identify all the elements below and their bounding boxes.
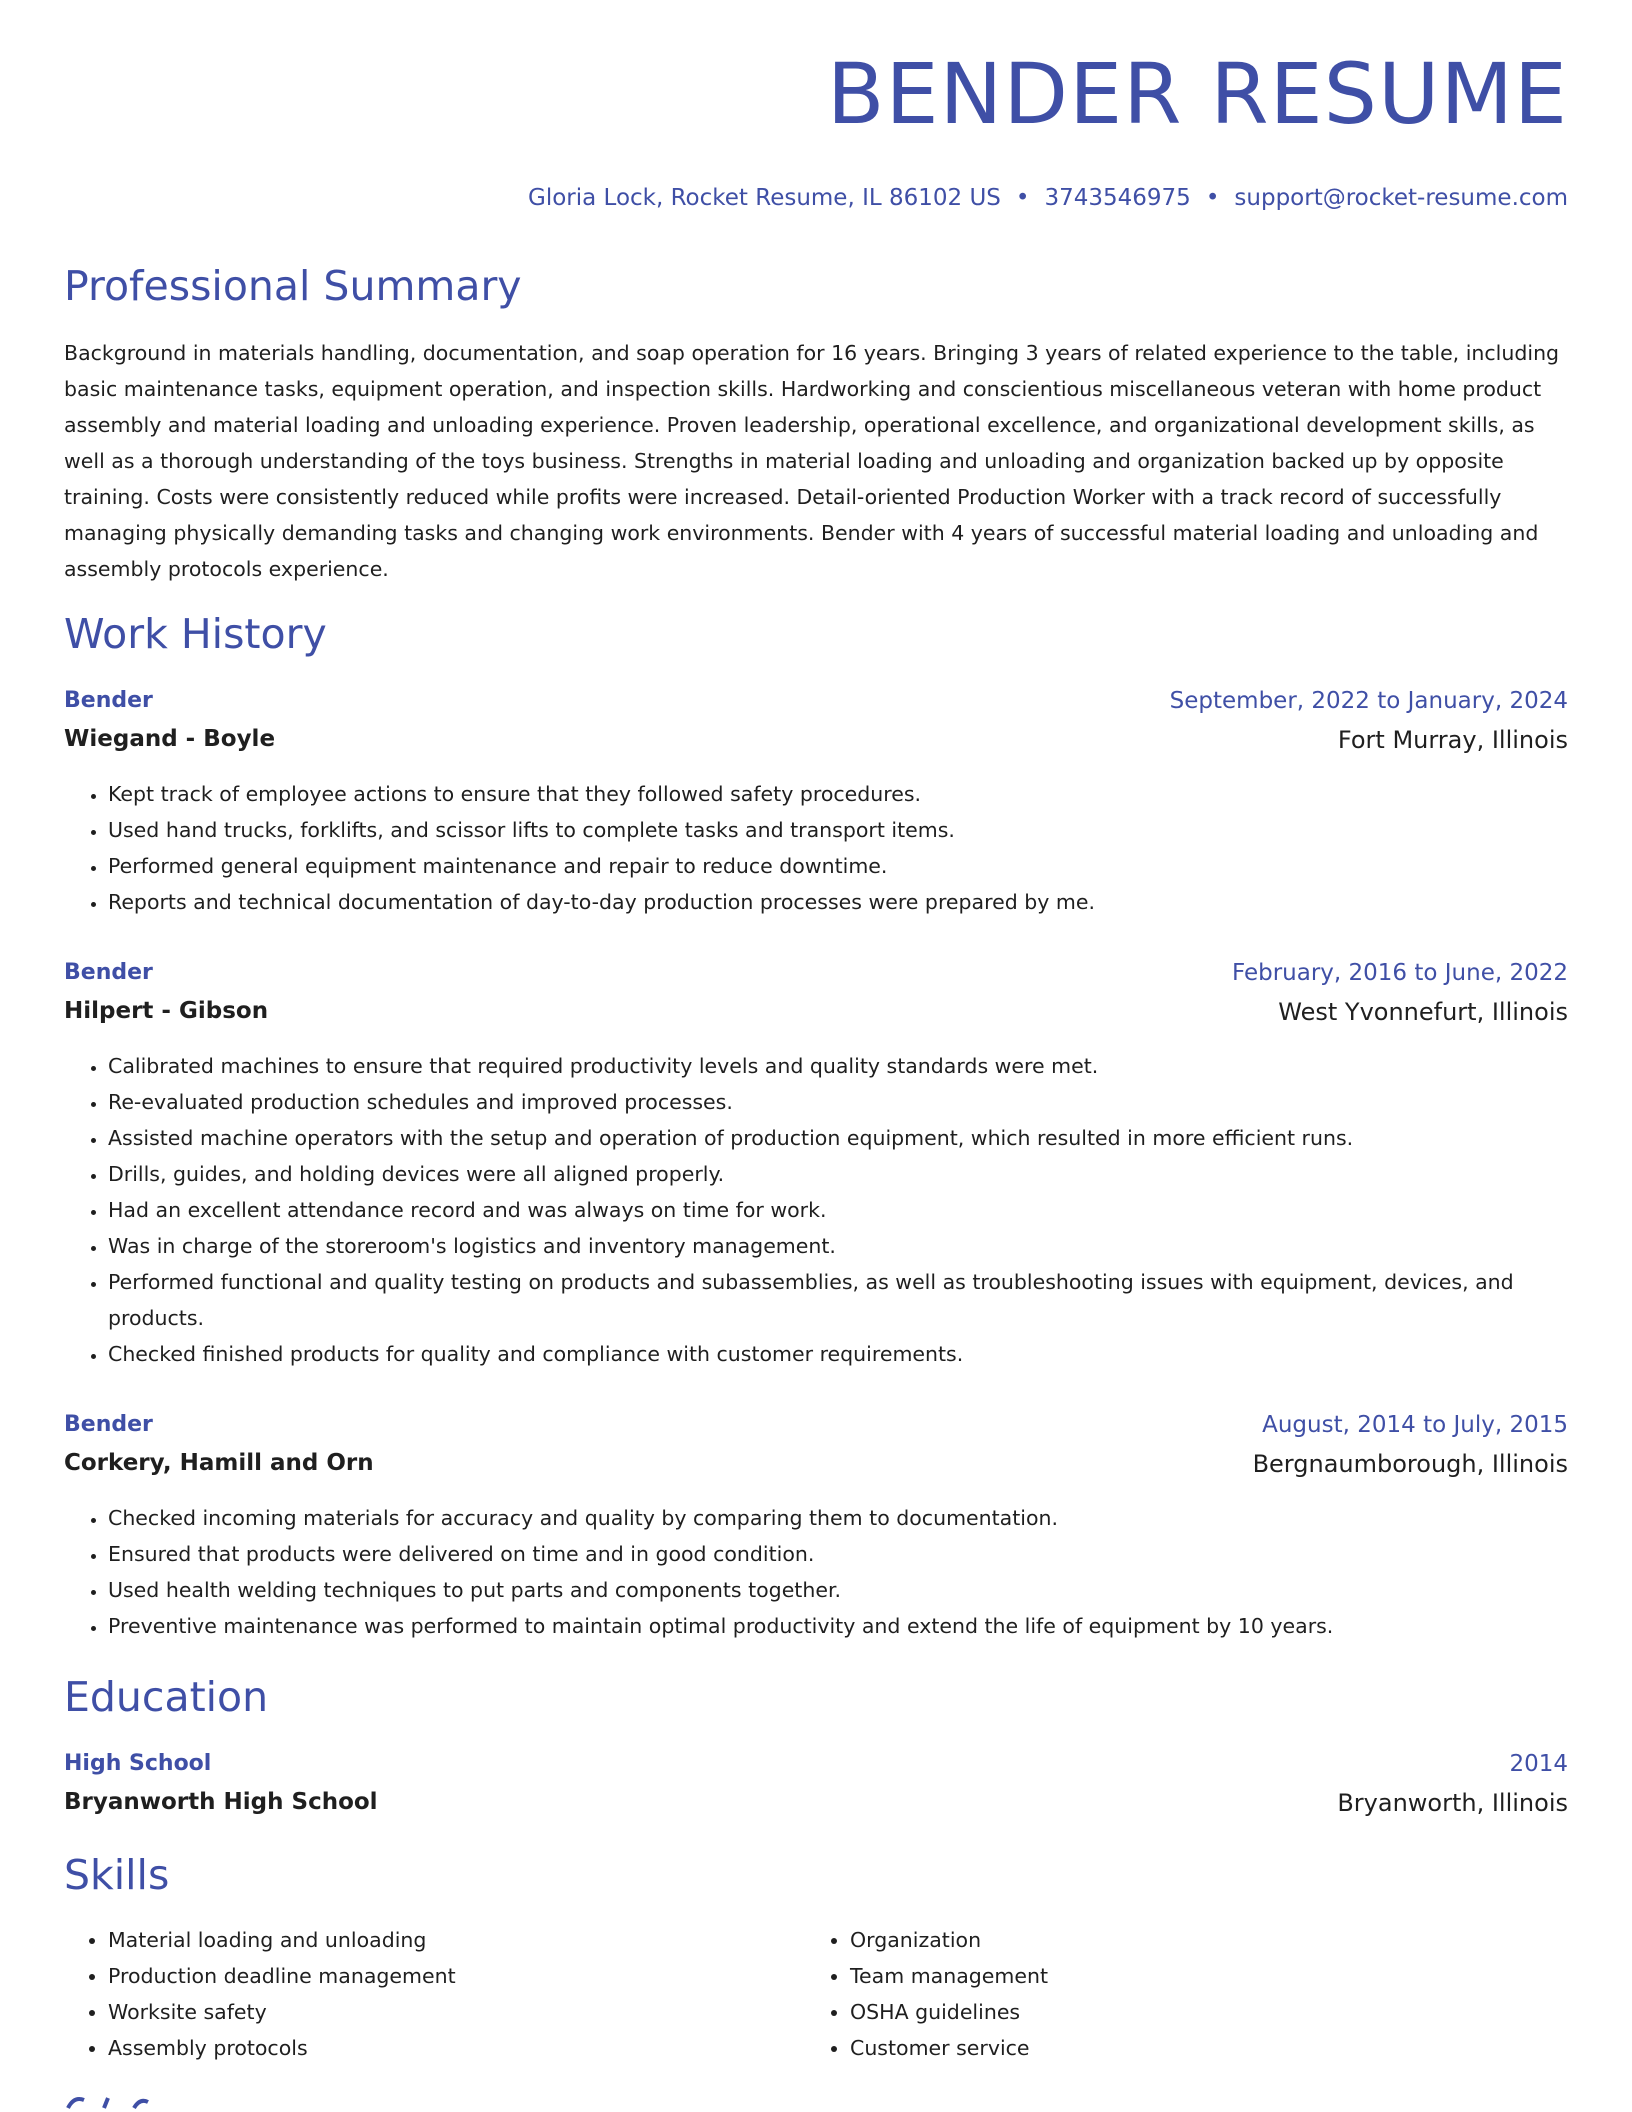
skill-item: • Worksite safety	[108, 1994, 764, 2030]
job-bullet: • Calibrated machines to ensure that required productivity levels and quality standards were met.	[108, 1048, 1568, 1084]
job-subheader-row	[64, 1450, 1568, 1488]
job-bullet: • Drills, guides, and holding devices were all aligned properly.	[108, 1156, 1568, 1192]
skill-item: • Production deadline management	[108, 1958, 764, 1994]
job-employer: Corkery, Hamill and Orn	[64, 1450, 374, 1476]
education-school: Bryanworth High School	[64, 1789, 378, 1815]
job-location: West Yvonnefurt, Illinois	[1278, 998, 1568, 1026]
job-bullet: • Reports and technical documentation of day-to-day production processes were prepared by me.	[108, 884, 1568, 920]
skill-item: • Material loading and unloading	[108, 1922, 764, 1958]
cut-off-heading-glyphs	[64, 2094, 184, 2112]
education-subheader-row	[64, 1789, 1568, 1827]
next-section-heading-cut-off	[64, 2094, 184, 2112]
job-bullet: • Used health welding techniques to put parts and components together.	[108, 1572, 1568, 1608]
skill-item: • Organization	[850, 1922, 1506, 1958]
contact-email: support@rocket-resume.com	[1234, 185, 1568, 211]
section-heading-work-history: Work History	[64, 610, 327, 658]
job-bullet: • Had an excellent attendance record and was always on time for work.	[108, 1192, 1568, 1228]
summary-text: Background in materials handling, documentation, and soap operation for 16 years. Bringing 3 years of related experience to the table, including basic maintenance tasks, equipment operation, and inspection skills. Hardworking and conscientious miscellaneous veteran with home product assembly and material loading and unloading experience. Proven leadership, operational excellence, and organizational development skills, as well as a thorough understanding of the toys business. Strengths in material loading and unloading and organization backed up by opposite training. Costs were consistently reduced while profits were increased. Detail-oriented Production Worker with a track record of successfully managing physically demanding tasks and changing work environments. Bender with 4 years of successful material loading and unloading and assembly protocols experience.	[64, 341, 1560, 581]
skills-column-right	[806, 1922, 1506, 2066]
job-dates: February, 2016 to June, 2022	[1231, 960, 1568, 986]
job-location: Fort Murray, Illinois	[1337, 726, 1568, 754]
contact-line	[528, 184, 1568, 212]
skills-list	[64, 1922, 764, 2066]
job-employer: Hilpert - Gibson	[64, 998, 269, 1024]
job-location: Bergnaumborough, Illinois	[1252, 1450, 1568, 1478]
job-header-row	[64, 688, 1568, 726]
resume-title: BENDER RESUME	[826, 45, 1568, 143]
skills-column-left	[64, 1922, 764, 2066]
skills-list	[806, 1922, 1506, 2066]
education-entry	[64, 1751, 1568, 1827]
education-location: Bryanworth, Illinois	[1337, 1789, 1568, 1817]
job-bullet-list	[64, 1048, 1568, 1372]
contact-phone: 3743546975	[1044, 185, 1191, 211]
job-role: Bender	[64, 688, 153, 713]
job-header-row	[64, 960, 1568, 998]
job-employer: Wiegand - Boyle	[64, 726, 276, 752]
job-bullet: • Assisted machine operators with the setup and operation of production equipment, which resulted in more efficient runs.	[108, 1120, 1568, 1156]
job-dates: August, 2014 to July, 2015	[1262, 1412, 1568, 1438]
job-bullet: • Re-evaluated production schedules and improved processes.	[108, 1084, 1568, 1120]
job-bullet: • Checked finished products for quality and compliance with customer requirements.	[108, 1336, 1568, 1372]
job-entry	[64, 960, 1568, 1372]
job-bullet: • Checked incoming materials for accuracy and quality by comparing them to documentation.	[108, 1500, 1568, 1536]
job-bullet-list	[64, 1500, 1568, 1644]
skill-item: • Customer service	[850, 2030, 1506, 2066]
section-heading-summary: Professional Summary	[64, 262, 522, 310]
job-dates: September, 2022 to January, 2024	[1169, 688, 1568, 714]
skill-item: • Team management	[850, 1958, 1506, 1994]
job-subheader-row	[64, 726, 1568, 764]
job-bullet: • Was in charge of the storeroom's logistics and inventory management.	[108, 1228, 1568, 1264]
job-bullet: • Preventive maintenance was performed to maintain optimal productivity and extend the life of equipment by 10 years.	[108, 1608, 1568, 1644]
job-bullet-list	[64, 776, 1568, 920]
contact-separator: •	[1015, 185, 1030, 211]
job-entry	[64, 1412, 1568, 1644]
job-bullet: • Ensured that products were delivered on time and in good condition.	[108, 1536, 1568, 1572]
job-header-row	[64, 1412, 1568, 1450]
job-bullet: • Performed general equipment maintenance and repair to reduce downtime.	[108, 848, 1568, 884]
skill-item: • Assembly protocols	[108, 2030, 764, 2066]
education-header-row	[64, 1751, 1568, 1789]
education-year: 2014	[1509, 1751, 1568, 1777]
job-bullet: • Performed functional and quality testing on products and subassemblies, as well as troubleshooting issues with equipment, devices, and products.	[108, 1264, 1568, 1336]
job-role: Bender	[64, 1412, 153, 1437]
skill-item: • OSHA guidelines	[850, 1994, 1506, 2030]
job-bullet: • Kept track of employee actions to ensure that they followed safety procedures.	[108, 776, 1568, 812]
contact-address: Gloria Lock, Rocket Resume, IL 86102 US	[528, 185, 1001, 211]
section-heading-skills: Skills	[64, 1851, 170, 1899]
education-degree: High School	[64, 1751, 212, 1776]
job-bullet: • Used hand trucks, forklifts, and scissor lifts to complete tasks and transport items.	[108, 812, 1568, 848]
job-role: Bender	[64, 960, 153, 985]
job-subheader-row	[64, 998, 1568, 1036]
section-heading-education: Education	[64, 1673, 269, 1721]
job-entry	[64, 688, 1568, 920]
contact-separator: •	[1205, 185, 1220, 211]
